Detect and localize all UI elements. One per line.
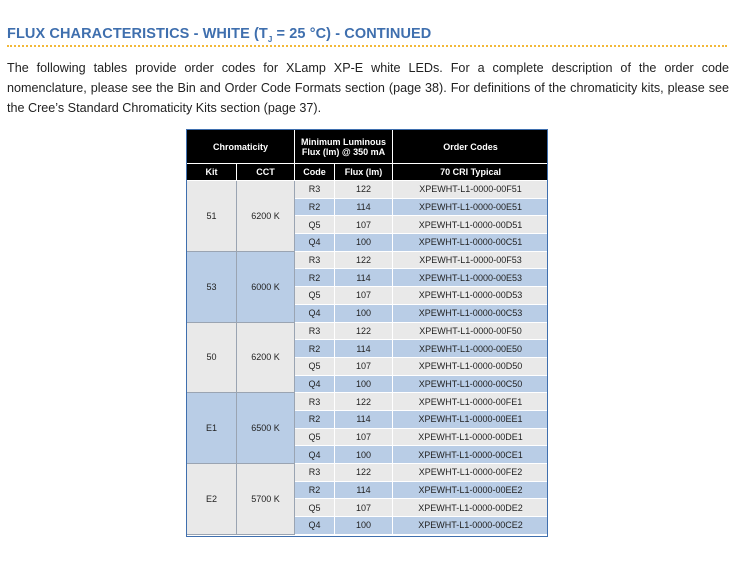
heading-suffix: = 25 °C) - CONTINUED xyxy=(272,26,432,42)
order-code-cell: XPEWHT-L1-0000-00C53 xyxy=(393,304,549,322)
code-cell: Q4 xyxy=(295,304,335,322)
intro-paragraph: The following tables provide order codes for XLamp XP-E white LEDs. For a complete description of the order code nomenclature, please see the Bin and Order Code Formats section (page 38). For definitions of the chromaticity kits, please see the Cree’s Standard Chromaticity Kits section (page 37). xyxy=(7,61,729,115)
order-code-cell: XPEWHT-L1-0000-00DE2 xyxy=(393,499,549,517)
header-kit: Kit xyxy=(187,164,237,181)
flux-cell: 122 xyxy=(335,464,393,482)
order-code-cell: XPEWHT-L1-0000-00D50 xyxy=(393,357,549,375)
flux-cell: 107 xyxy=(335,216,393,234)
heading-subscript: J xyxy=(267,34,273,44)
code-cell: Q5 xyxy=(295,499,335,517)
order-code-table xyxy=(186,129,549,535)
cct-cell: 5700 K xyxy=(237,464,295,535)
flux-cell: 114 xyxy=(335,410,393,428)
code-cell: Q5 xyxy=(295,216,335,234)
order-code-cell: XPEWHT-L1-0000-00F51 xyxy=(393,181,549,199)
order-code-cell: XPEWHT-L1-0000-00FE2 xyxy=(393,464,549,482)
order-code-cell: XPEWHT-L1-0000-00EE2 xyxy=(393,481,549,499)
heading-prefix: FLUX CHARACTERISTICS - WHITE (T xyxy=(7,26,268,42)
table-row xyxy=(187,393,549,411)
order-code-cell: XPEWHT-L1-0000-00DE1 xyxy=(393,428,549,446)
order-code-cell: XPEWHT-L1-0000-00EE1 xyxy=(393,410,549,428)
table-row xyxy=(187,181,549,199)
order-code-cell: XPEWHT-L1-0000-00D53 xyxy=(393,287,549,305)
order-code-cell: XPEWHT-L1-0000-00C51 xyxy=(393,234,549,252)
code-cell: Q5 xyxy=(295,287,335,305)
header-code: Code xyxy=(295,164,335,181)
header-order-codes: Order Codes xyxy=(393,130,549,164)
code-cell: Q4 xyxy=(295,234,335,252)
cct-cell: 6200 K xyxy=(237,322,295,393)
code-cell: R3 xyxy=(295,251,335,269)
table-row xyxy=(187,251,549,269)
header-chromaticity: Chromaticity xyxy=(187,130,295,164)
flux-cell: 107 xyxy=(335,287,393,305)
flux-cell: 100 xyxy=(335,234,393,252)
code-cell: Q5 xyxy=(295,357,335,375)
kit-cell: 50 xyxy=(187,322,237,393)
flux-cell: 100 xyxy=(335,375,393,393)
code-cell: R2 xyxy=(295,340,335,358)
code-cell: R2 xyxy=(295,410,335,428)
code-cell: R3 xyxy=(295,322,335,340)
flux-cell: 100 xyxy=(335,304,393,322)
kit-cell: E2 xyxy=(187,464,237,535)
code-cell: Q4 xyxy=(295,446,335,464)
header-min-flux: Minimum Luminous Flux (lm) @ 350 mA xyxy=(295,130,393,164)
kit-cell: 53 xyxy=(187,251,237,322)
table-row xyxy=(187,322,549,340)
flux-cell: 114 xyxy=(335,481,393,499)
order-code-cell: XPEWHT-L1-0000-00E50 xyxy=(393,340,549,358)
cct-cell: 6200 K xyxy=(237,181,295,252)
cct-cell: 6000 K xyxy=(237,251,295,322)
header-cri: 70 CRI Typical xyxy=(393,164,549,181)
flux-cell: 122 xyxy=(335,251,393,269)
flux-cell: 122 xyxy=(335,181,393,199)
code-cell: R3 xyxy=(295,181,335,199)
order-code-cell: XPEWHT-L1-0000-00E53 xyxy=(393,269,549,287)
flux-cell: 100 xyxy=(335,517,393,535)
flux-cell: 122 xyxy=(335,393,393,411)
section-heading xyxy=(7,26,431,44)
order-code-cell: XPEWHT-L1-0000-00C50 xyxy=(393,375,549,393)
flux-cell: 114 xyxy=(335,269,393,287)
flux-cell: 114 xyxy=(335,340,393,358)
flux-cell: 107 xyxy=(335,499,393,517)
code-cell: Q5 xyxy=(295,428,335,446)
order-code-cell: XPEWHT-L1-0000-00D51 xyxy=(393,216,549,234)
order-code-cell: XPEWHT-L1-0000-00CE1 xyxy=(393,446,549,464)
kit-cell: 51 xyxy=(187,181,237,252)
code-cell: R3 xyxy=(295,464,335,482)
cct-cell: 6500 K xyxy=(237,393,295,464)
code-cell: Q4 xyxy=(295,517,335,535)
flux-cell: 107 xyxy=(335,357,393,375)
order-code-cell: XPEWHT-L1-0000-00F50 xyxy=(393,322,549,340)
header-flux: Flux (lm) xyxy=(335,164,393,181)
code-cell: R2 xyxy=(295,269,335,287)
kit-cell: E1 xyxy=(187,393,237,464)
code-cell: R2 xyxy=(295,198,335,216)
order-code-cell: XPEWHT-L1-0000-00F53 xyxy=(393,251,549,269)
header-cct: CCT xyxy=(237,164,295,181)
order-code-cell: XPEWHT-L1-0000-00CE2 xyxy=(393,517,549,535)
code-cell: R3 xyxy=(295,393,335,411)
code-cell: Q4 xyxy=(295,375,335,393)
code-cell: R2 xyxy=(295,481,335,499)
order-code-cell: XPEWHT-L1-0000-00E51 xyxy=(393,198,549,216)
table-row xyxy=(187,464,549,482)
table-body xyxy=(187,181,549,535)
flux-cell: 107 xyxy=(335,428,393,446)
flux-cell: 122 xyxy=(335,322,393,340)
heading-divider xyxy=(7,45,727,47)
flux-cell: 114 xyxy=(335,198,393,216)
order-code-cell: XPEWHT-L1-0000-00FE1 xyxy=(393,393,549,411)
flux-cell: 100 xyxy=(335,446,393,464)
